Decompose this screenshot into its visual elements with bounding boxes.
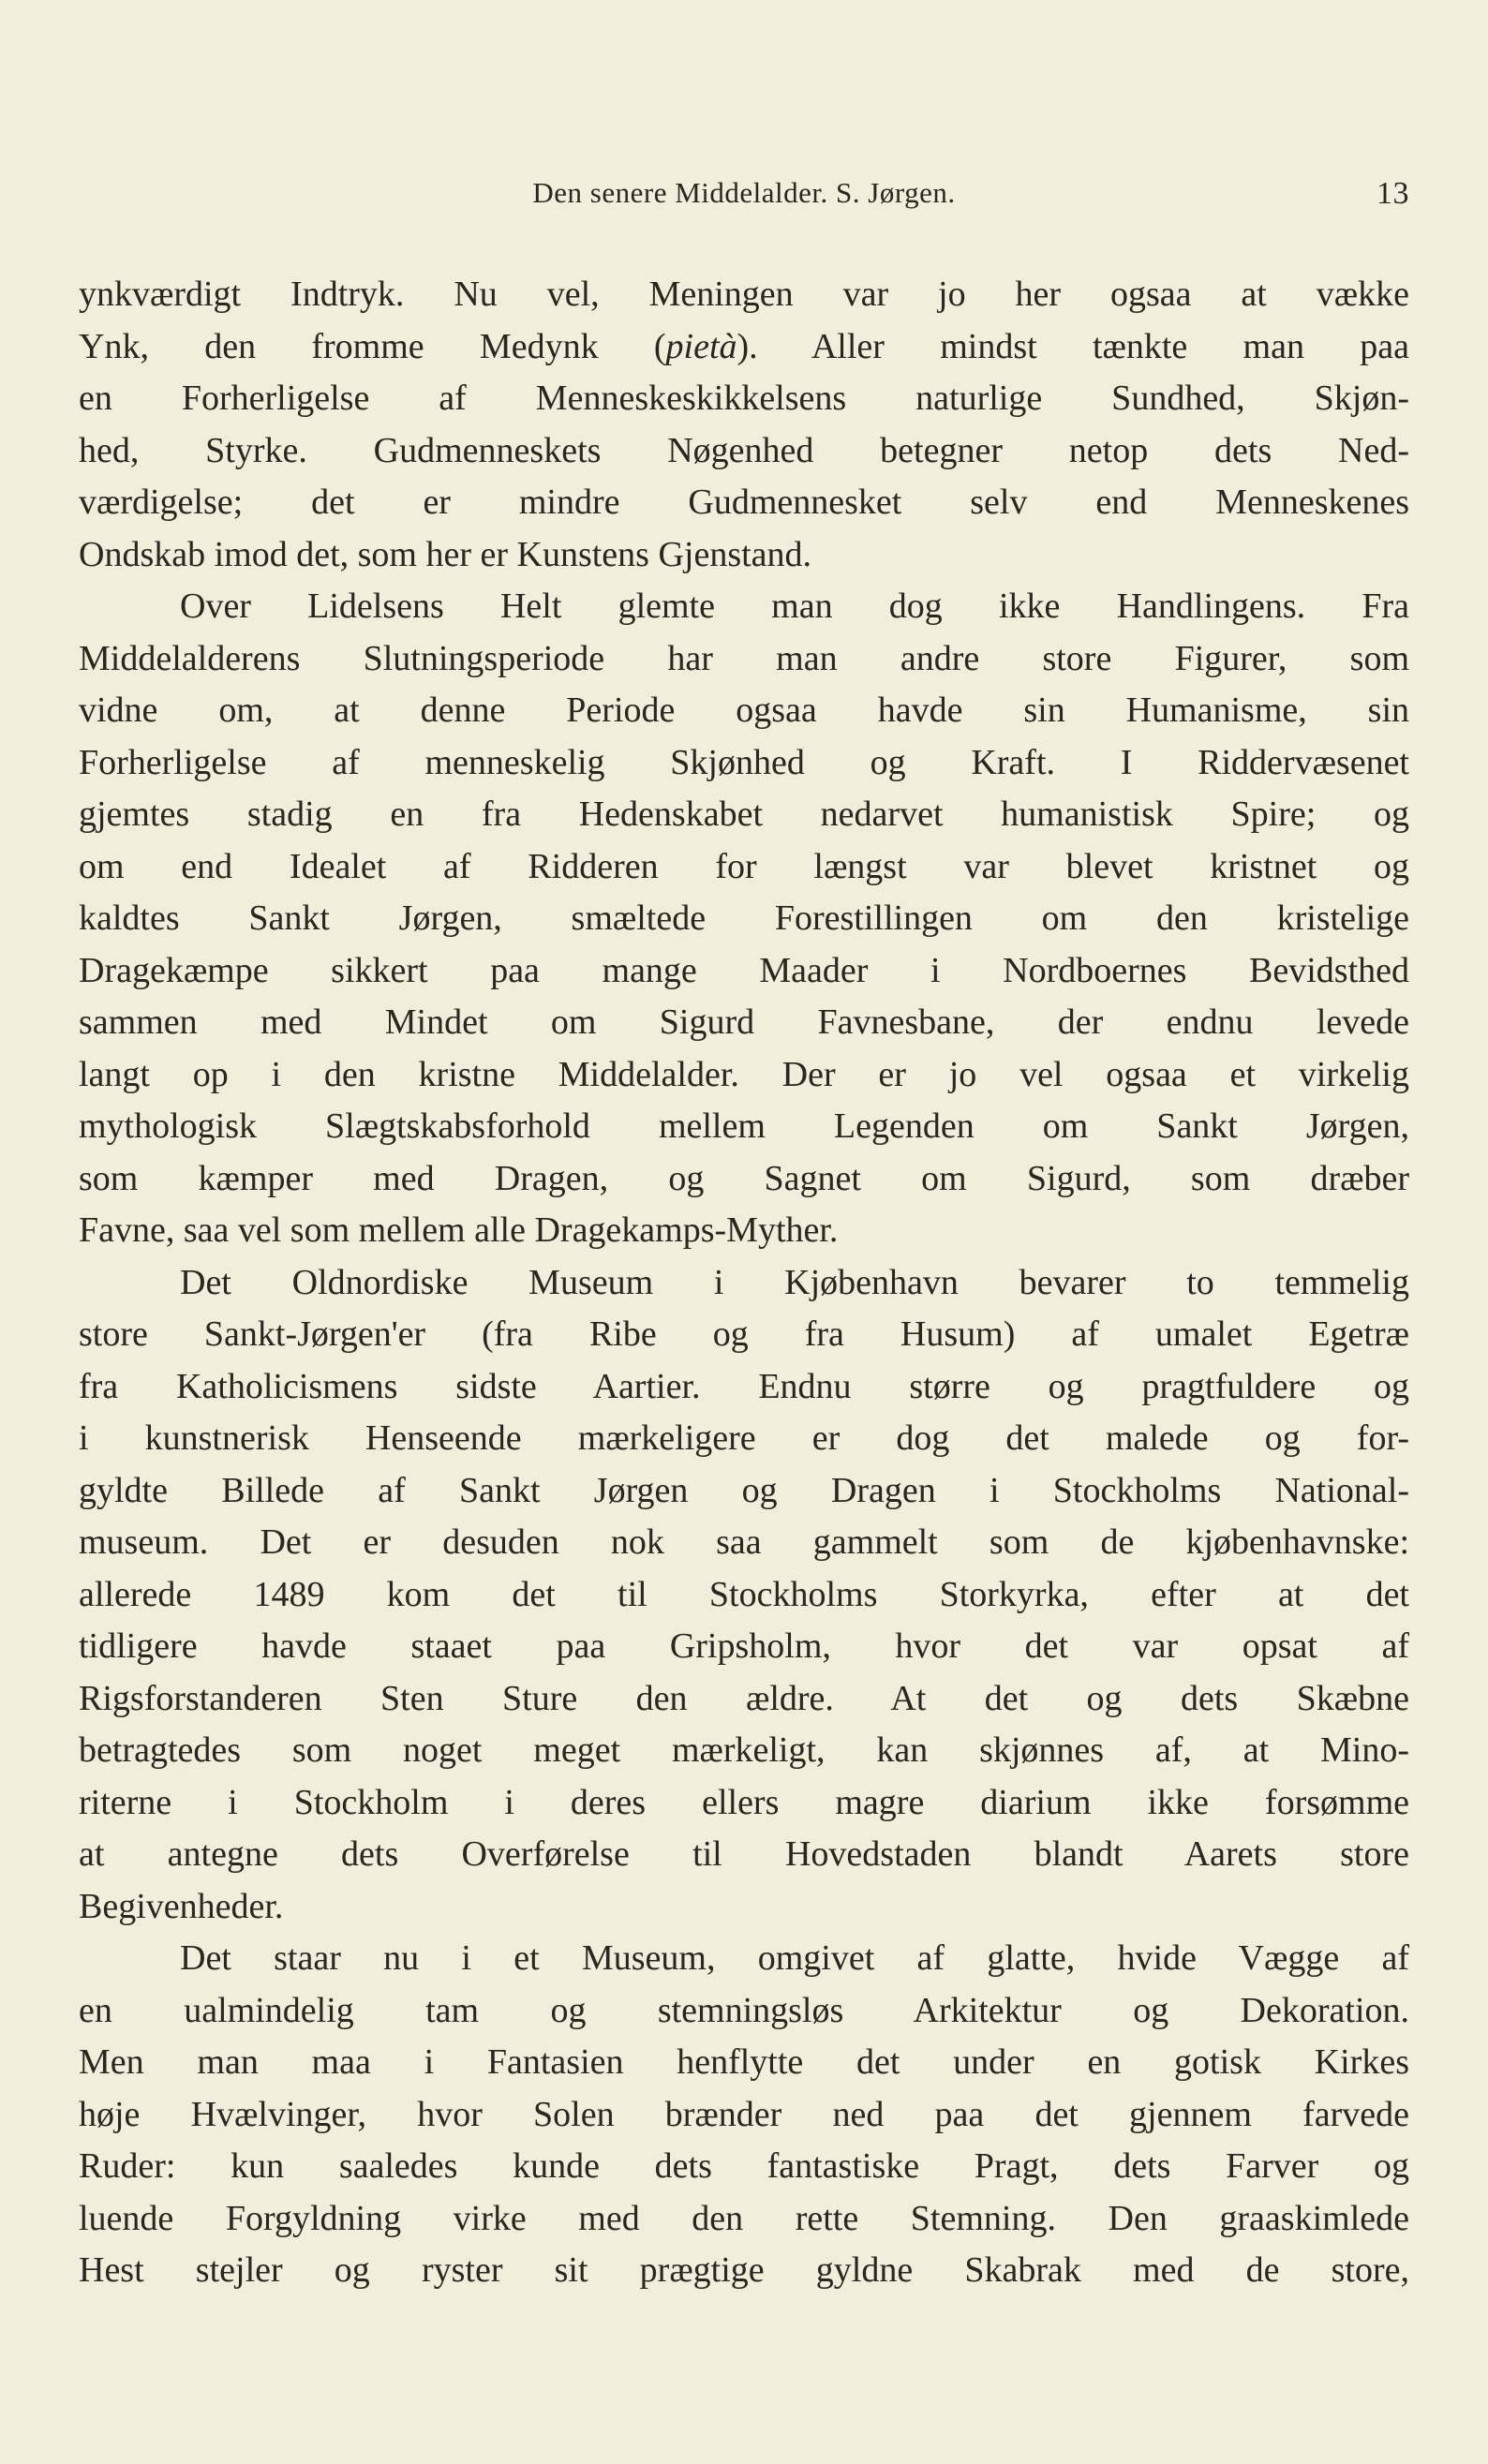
- text-line: om end Idealet af Ridderen for længst var blevet kristnet og: [79, 846, 1409, 886]
- text-line: Hest stejler og ryster sit prægtige gyldne Skabrak med de store,: [79, 2250, 1409, 2290]
- text-line: værdigelse; det er mindre Gudmennesket selv end Menneskenes: [79, 482, 1409, 522]
- text-line: Ruder: kun saaledes kunde dets fantastiske Pragt, dets Farver og: [79, 2146, 1409, 2186]
- text-line: Dragekæmpe sikkert paa mange Maader i Nordboernes Bevidsthed: [79, 950, 1409, 990]
- text-line: hed, Styrke. Gudmenneskets Nøgenhed betegner netop dets Ned-: [79, 430, 1409, 470]
- running-header: [79, 176, 1409, 223]
- running-title: Den senere Middelalder. S. Jørgen.: [532, 176, 956, 209]
- text-line: vidne om, at denne Periode ogsaa havde sin Humanisme, sin: [79, 690, 1409, 730]
- italic-word: pietà: [665, 326, 737, 366]
- text-line: fra Katholicismens sidste Aartier. Endnu større og pragtfuldere og: [79, 1366, 1409, 1406]
- text-line: som kæmper med Dragen, og Sagnet om Sigurd, som dræber: [79, 1158, 1409, 1198]
- body-text: [79, 269, 1409, 2297]
- text-line: Det Oldnordiske Museum i Kjøbenhavn bevarer to temmelig: [180, 1262, 1409, 1302]
- text-line: tidligere havde staaet paa Gripsholm, hvor det var opsat af: [79, 1626, 1409, 1666]
- text-line: sammen med Mindet om Sigurd Favnesbane, der endnu levede: [79, 1002, 1409, 1042]
- text-line: mythologisk Slægtskabsforhold mellem Legenden om Sankt Jørgen,: [79, 1106, 1409, 1146]
- text-line: Favne, saa vel som mellem alle Dragekamps-Myther.: [79, 1210, 839, 1250]
- text-line: Men man maa i Fantasien henflytte det under en gotisk Kirkes: [79, 2042, 1409, 2082]
- text-line: at antegne dets Overførelse til Hovedstaden blandt Aarets store: [79, 1834, 1409, 1874]
- text-line: langt op i den kristne Middelalder. Der er jo vel ogsaa et virkelig: [79, 1054, 1409, 1094]
- page-number: 13: [1376, 176, 1409, 211]
- text-line: Forherligelse af menneskelig Skjønhed og Kraft. I Riddervæsenet: [79, 742, 1409, 782]
- text-line: store Sankt-Jørgen'er (fra Ribe og fra Husum) af umalet Egetræ: [79, 1314, 1409, 1354]
- text-line: kaldtes Sankt Jørgen, smæltede Forestillingen om den kristelige: [79, 898, 1409, 938]
- text-line: i kunstnerisk Henseende mærkeligere er dog det malede og for-: [79, 1418, 1409, 1458]
- text-line: Rigsforstanderen Sten Sture den ældre. At det og dets Skæbne: [79, 1678, 1409, 1718]
- text-line: luende Forgyldning virke med den rette Stemning. Den graaskimlede: [79, 2198, 1409, 2238]
- text-line: Det staar nu i et Museum, omgivet af glatte, hvide Vægge af: [180, 1938, 1409, 1978]
- text-line: ynkværdigt Indtryk. Nu vel, Meningen var jo her ogsaa at vække: [79, 275, 1409, 314]
- text-line: museum. Det er desuden nok saa gammelt som de kjøbenhavnske:: [79, 1522, 1409, 1562]
- text-line: en Forherligelse af Menneskeskikkelsens naturlige Sundhed, Skjøn-: [79, 379, 1409, 418]
- text-line: gyldte Billede af Sankt Jørgen og Dragen i Stockholms National-: [79, 1470, 1409, 1510]
- text-line: allerede 1489 kom det til Stockholms Storkyrka, efter at det: [79, 1574, 1409, 1614]
- text-line: en ualmindelig tam og stemningsløs Arkitektur og Dekoration.: [79, 1990, 1409, 2030]
- text-line: høje Hvælvinger, hvor Solen brænder ned paa det gjennem farvede: [79, 2094, 1409, 2134]
- text-line: riterne i Stockholm i deres ellers magre diarium ikke forsømme: [79, 1782, 1409, 1822]
- text-line: betragtedes som noget meget mærkeligt, kan skjønnes af, at Mino-: [79, 1730, 1409, 1770]
- text-line: gjemtes stadig en fra Hedenskabet nedarvet humanistisk Spire; og: [79, 794, 1409, 834]
- text-line: Middelalderens Slutningsperiode har man andre store Figurer, som: [79, 638, 1409, 678]
- text-line: Over Lidelsens Helt glemte man dog ikke Handlingens. Fra: [180, 586, 1409, 626]
- text-line: Begivenheder.: [79, 1886, 284, 1926]
- text-line: Ondskab imod det, som her er Kunstens Gjenstand.: [79, 534, 812, 574]
- text-line: Ynk, den fromme Medynk (pietà). Aller mindst tænkte man paa: [79, 326, 1409, 366]
